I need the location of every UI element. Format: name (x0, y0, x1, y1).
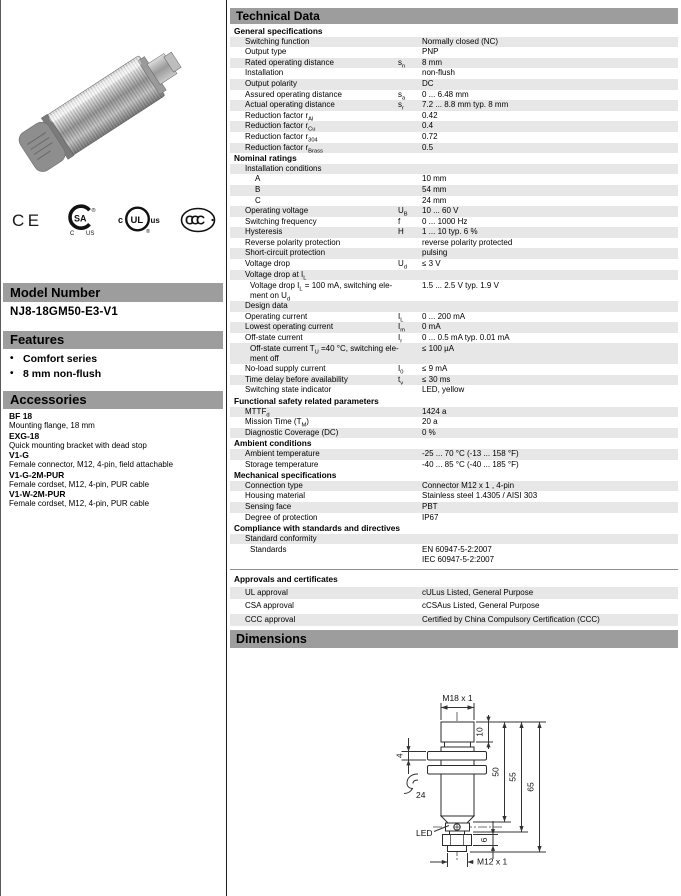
spec-label: Operating voltage (245, 206, 309, 216)
feature-item (10, 352, 220, 367)
spec-value: 24 mm (422, 195, 447, 205)
spec-row (230, 491, 678, 502)
spec-value: 10 ... 60 V (422, 206, 459, 216)
accessory-desc: Female cordset, M12, 4-pin, PUR cable (9, 499, 150, 508)
spec-row (230, 375, 678, 386)
dim-label-55: 55 (507, 772, 518, 782)
spec-value: 20 a (422, 417, 438, 427)
spec-symbol: $t_v$ (398, 374, 404, 387)
accessory-item (9, 450, 221, 469)
spec-row (230, 47, 678, 58)
dim-label-6: 6 (479, 837, 489, 843)
spec-value: 7.2 ... 8.8 mm typ. 8 mm (422, 100, 509, 110)
spec-row (230, 614, 678, 626)
spec-row (230, 100, 678, 111)
csa-c-text: C (70, 231, 75, 237)
spec-section-header: General specifications (234, 26, 323, 36)
spec-section-header: Compliance with standards and directives (234, 523, 400, 534)
spec-label: C (255, 195, 261, 205)
spec-value: ≤ 3 V (422, 259, 441, 269)
features-header: Features (3, 331, 223, 349)
spec-symbol: $s_r$ (398, 100, 404, 112)
spec-value: IP67 (422, 512, 439, 522)
spec-label: Mission Time $(T_M)$ (245, 417, 309, 429)
wrench-size-symbol (404, 774, 426, 800)
spec-row (230, 196, 678, 207)
spec-row (230, 312, 678, 323)
accessory-item (9, 489, 221, 508)
spec-row (230, 322, 678, 333)
spec-value: 0.42 (422, 110, 438, 120)
spec-value: -25 ... 70 °C (-13 ... 158 °F) (422, 449, 519, 458)
spec-label: Reduction factor $r_{Brass}$ (245, 142, 323, 155)
dimensions-header: Dimensions (230, 630, 678, 648)
bullet-icon: • (10, 353, 14, 364)
dim-m18 (441, 693, 474, 720)
accessory-desc: Mounting flange, 18 mm (9, 421, 95, 430)
spec-value: 54 mm (422, 184, 447, 194)
spec-label: UL approval (245, 587, 288, 597)
spec-symbol: $I_L$ (398, 311, 404, 324)
accessory-name: EXG-18 (9, 430, 40, 441)
spec-row (230, 132, 678, 143)
model-number-header: Model Number (3, 283, 223, 302)
spec-row (230, 227, 678, 238)
feature-item (10, 367, 220, 382)
dim-label-65: 65 (525, 782, 536, 792)
dim-4 (395, 738, 427, 774)
spec-section-header: Ambient conditions (234, 438, 312, 449)
right-column (228, 0, 681, 896)
spec-symbol: $s_n$ (398, 57, 406, 70)
spec-symbol: f (398, 216, 401, 226)
spec-label: Switching function (245, 36, 310, 46)
spec-value: DC (422, 78, 434, 88)
spec-row (230, 600, 678, 612)
spec-row (230, 143, 678, 154)
spec-label: Output polarity (245, 78, 298, 88)
spec-value: 0 % (422, 427, 436, 437)
spec-row (230, 58, 678, 69)
spec-label: Reduction factor $r_{304}$ (245, 131, 318, 144)
spec-value: Stainless steel 1.4305 / AISI 303 (422, 491, 538, 501)
spec-row (230, 68, 678, 79)
spec-symbol: $I_m$ (398, 322, 406, 334)
spec-label: CCC approval (245, 614, 296, 624)
spec-label: CSA approval (245, 601, 294, 611)
spec-row (230, 37, 678, 48)
spec-value: reverse polarity protected (422, 237, 513, 247)
dim-label-m18: M18 x 1 (442, 693, 473, 703)
spec-label: Hysteresis (245, 227, 283, 237)
dimension-drawing (230, 654, 678, 894)
spec-label: Output type (245, 47, 287, 57)
spec-row (230, 364, 678, 375)
ce-text: CE (12, 211, 43, 230)
csa-reg-mark: ® (91, 208, 96, 214)
spec-symbol: H (398, 227, 404, 237)
spec-divider (230, 569, 678, 570)
spec-label: Operating current (245, 311, 308, 321)
accessory-item (9, 431, 221, 450)
spec-row (230, 385, 678, 396)
certification-logos (11, 200, 219, 240)
spec-table (230, 26, 678, 627)
spec-label: Storage temperature (245, 459, 319, 469)
spec-row (230, 111, 678, 122)
spec-value: LED, yellow (422, 385, 465, 395)
ul-us-text: us (150, 216, 160, 225)
spec-value: EN 60947-5-2:2007 IEC 60947-5-2:2007 (422, 545, 495, 564)
technical-data-header: Technical Data (230, 8, 678, 24)
dim-label-50: 50 (490, 767, 501, 777)
spec-label: Voltage drop (245, 259, 290, 269)
accessory-name: V1-W-2M-PUR (9, 489, 66, 499)
csa-inner-text: SA (74, 213, 87, 224)
sensor-body (14, 39, 189, 176)
spec-value: Normally closed (NC) (422, 36, 499, 46)
dim-label-4: 4 (394, 753, 405, 759)
accessory-desc: Female cordset, M12, 4-pin, PUR cable (9, 479, 150, 489)
csa-mark-icon (63, 202, 99, 238)
spec-value: 0 ... 6.48 mm (422, 89, 469, 99)
spec-value: 1 ... 10 typ. 6 % (422, 227, 478, 237)
model-number-value: NJ8-18GM50-E3-V1 (10, 306, 119, 318)
dim-m12 (430, 853, 508, 867)
ccc-text: CCC (185, 213, 202, 228)
wrench-size-value: 24 (416, 790, 426, 800)
spec-row (230, 185, 678, 196)
accessory-desc: Female connector, M12, 4-pin, field attachable (9, 460, 174, 469)
spec-row (230, 513, 678, 524)
spec-value: 10 mm (422, 174, 447, 184)
spec-value: ≤ 100 µA (422, 344, 455, 354)
spec-label: Installation (245, 68, 284, 78)
spec-label: Actual operating distance (245, 100, 335, 110)
feature-label: Comfort series (23, 353, 98, 365)
spec-label: Reduction factor $r_{Cu}$ (245, 121, 316, 133)
product-photo (7, 18, 219, 194)
spec-value: 0 ... 1000 Hz (422, 216, 468, 226)
spec-label: Time delay before availability (245, 374, 348, 384)
spec-value: PBT (422, 501, 438, 511)
spec-value: cULus Listed, General Purpose (422, 587, 534, 597)
bullet-icon: • (10, 367, 14, 379)
accessory-desc: Quick mounting bracket with dead stop (9, 440, 147, 450)
accessory-item (9, 470, 221, 489)
spec-label: Connection type (245, 480, 303, 490)
spec-row (230, 502, 678, 513)
spec-label: Voltage drop at $I_L$ (245, 269, 307, 282)
spec-value: 0.4 (422, 121, 434, 131)
spec-label: Diagnostic Coverage (DC) (245, 427, 339, 437)
spec-row (230, 449, 678, 460)
spec-row (230, 343, 678, 364)
spec-label: Switching state indicator (245, 385, 332, 395)
spec-row (230, 270, 678, 281)
csa-us-text: US (86, 231, 95, 237)
left-column (0, 0, 227, 896)
spec-row (230, 428, 678, 439)
spec-label: $MTTF_d$ (245, 406, 270, 419)
spec-symbol: $U_d$ (398, 259, 407, 271)
dim-10 (475, 715, 547, 749)
accessory-name: V1-G-2M-PUR (9, 469, 65, 480)
accessories-list (9, 411, 221, 509)
spec-value: 1424 a (422, 406, 447, 416)
spec-label: Reverse polarity protection (245, 237, 341, 247)
spec-row (230, 544, 678, 565)
spec-section-header: Approvals and certificates (234, 574, 338, 585)
spec-label: Sensing face (245, 501, 292, 511)
spec-row (230, 333, 678, 344)
spec-section-header: Nominal ratings (234, 153, 297, 164)
ul-inner-text: UL (130, 215, 144, 226)
spec-label: Standards (250, 545, 287, 555)
spec-label: Design data (245, 301, 288, 311)
spec-label: A (255, 174, 261, 184)
spec-label: B (255, 184, 261, 194)
spec-row (230, 587, 678, 599)
spec-row (230, 481, 678, 492)
accessory-item (9, 411, 221, 430)
spec-value: ≤ 30 ms (422, 374, 451, 384)
spec-row (230, 217, 678, 228)
spec-row (230, 121, 678, 132)
spec-value: 0 ... 200 mA (422, 311, 466, 321)
cul-us-mark-icon (117, 204, 161, 236)
features-list (10, 352, 220, 381)
spec-row (230, 417, 678, 428)
spec-value: 1.5 ... 2.5 V typ. 1.9 V (422, 281, 499, 291)
spec-label: Off-state current $T_U =40$ °C, switching ele- ment off (250, 344, 399, 363)
spec-label: Ambient temperature (245, 449, 320, 458)
spec-section-header: Functional safety related parameters (234, 396, 379, 407)
spec-label: Standard conformity (245, 533, 317, 543)
spec-row (230, 238, 678, 249)
spec-row (230, 460, 678, 471)
spec-row (230, 407, 678, 418)
ce-mark-icon (11, 207, 45, 233)
spec-row (230, 280, 678, 301)
spec-value: Certified by China Compulsory Certification (CCC) (422, 614, 600, 624)
spec-row (230, 534, 678, 545)
ul-c-text: c (118, 215, 124, 225)
spec-label: Switching frequency (245, 216, 317, 226)
spec-label: Short-circuit protection (245, 248, 326, 258)
spec-value: non-flush (422, 68, 455, 78)
accessories-header: Accessories (3, 391, 223, 409)
spec-value: -40 ... 85 °C (-40 ... 185 °F) (422, 459, 519, 469)
spec-label: Reduction factor $r_{Al}$ (245, 110, 314, 123)
spec-row (230, 248, 678, 259)
dim-label-10: 10 (474, 727, 485, 737)
feature-label: 8 mm non-flush (23, 367, 102, 380)
spec-symbol: $I_0$ (398, 364, 404, 376)
spec-symbol: $U_B$ (398, 206, 408, 218)
spec-symbol: $s_a$ (398, 89, 406, 102)
spec-row (230, 259, 678, 270)
accessory-name: V1-G (9, 450, 29, 460)
spec-label: Off-state current (245, 332, 303, 342)
spec-row (230, 174, 678, 185)
spec-label: Lowest operating current (245, 322, 334, 332)
spec-value: ≤ 9 mA (422, 364, 448, 374)
spec-label: Degree of protection (245, 512, 318, 522)
spec-row (230, 79, 678, 90)
spec-row (230, 206, 678, 217)
spec-row (230, 301, 678, 312)
led-label: LED (416, 828, 433, 838)
spec-value: 0.72 (422, 131, 438, 141)
accessory-name: BF 18 (9, 411, 33, 421)
spec-label: Installation conditions (245, 163, 322, 173)
spec-label: Rated operating distance (245, 57, 334, 67)
spec-section-header: Mechanical specifications (234, 470, 337, 481)
dim-label-m12: M12 x 1 (477, 856, 508, 867)
spec-symbol: $I_r$ (398, 332, 403, 345)
ccc-mark-icon (179, 205, 219, 235)
spec-value: pulsing (422, 248, 448, 258)
spec-value: 0 mA (422, 322, 441, 332)
spec-value: cCSAus Listed, General Purpose (422, 601, 540, 611)
spec-value: PNP (422, 47, 439, 57)
spec-value: Connector M12 x 1 , 4-pin (422, 480, 515, 490)
spec-row (230, 164, 678, 175)
spec-row (230, 90, 678, 101)
spec-label: Assured operating distance (245, 89, 342, 99)
spec-label: Housing material (245, 491, 306, 501)
spec-label: No-load supply current (245, 364, 326, 374)
ul-reg-mark: ® (146, 229, 151, 235)
spec-value: 0.5 (422, 142, 434, 152)
spec-value: 8 mm (422, 57, 442, 67)
spec-value: 0 ... 0.5 mA typ. 0.01 mA (422, 332, 510, 342)
spec-label: Voltage drop $I_L = 100$ mA, switching ele- ment on $U_d$ (250, 281, 393, 303)
